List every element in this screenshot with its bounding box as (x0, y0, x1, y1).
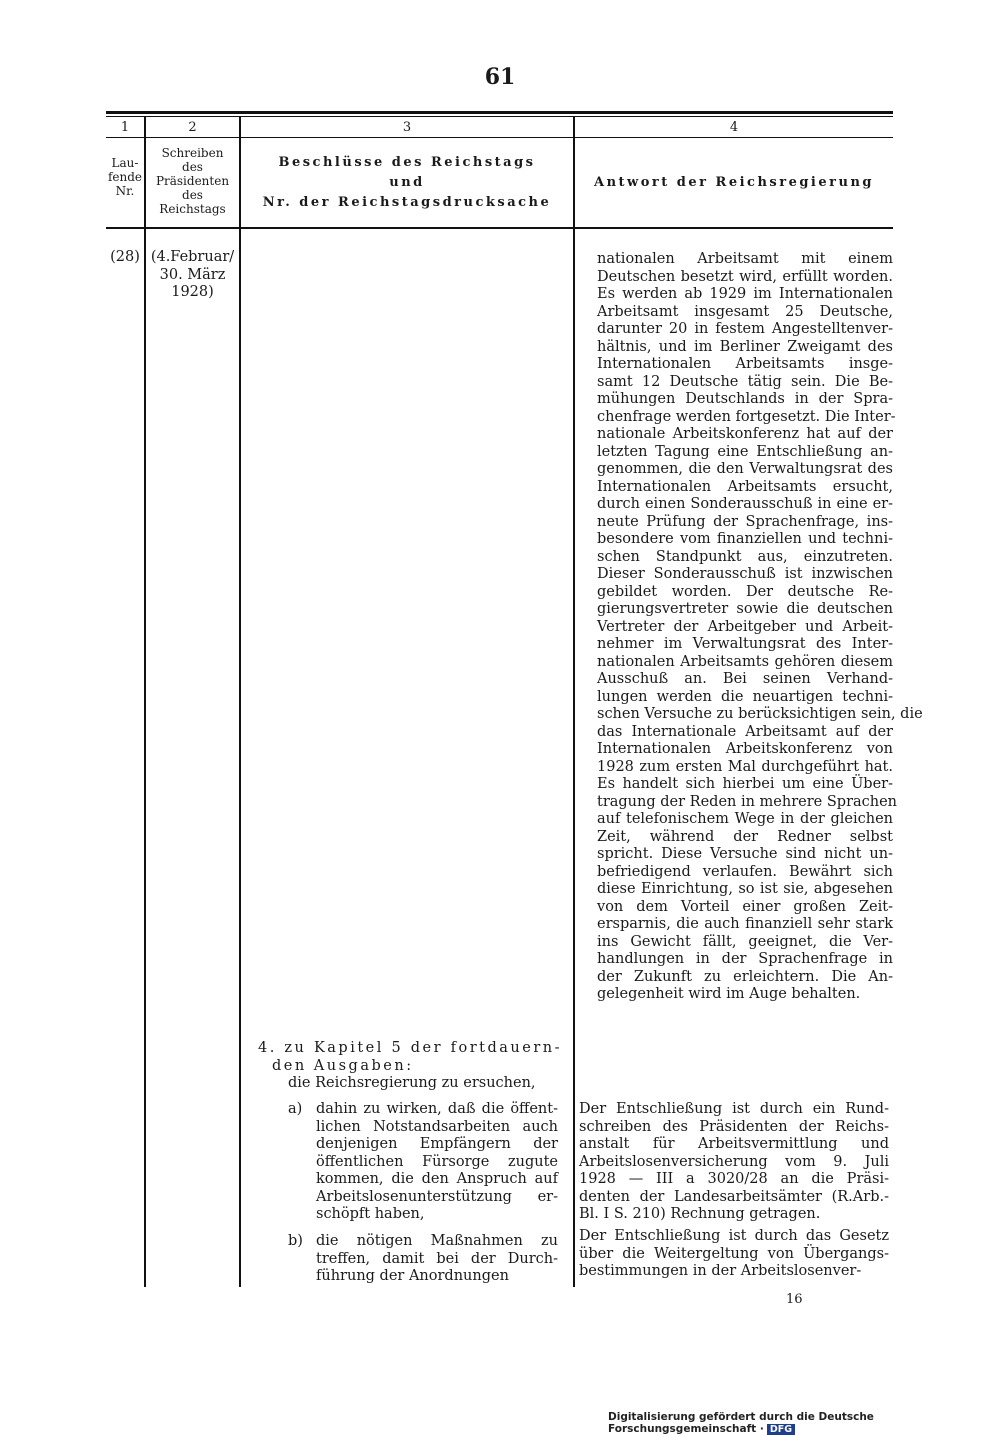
column-2-header: Schreiben des Präsidenten des Reichstags (155, 146, 230, 216)
resolution-item-a-line: dahin zu wirken, daß die öffent- (316, 1101, 558, 1117)
column-4-header: Antwort der Reichsregierung (594, 175, 874, 190)
top-double-rule-2 (106, 116, 893, 117)
column-3-header: Beschlüsse des Reichstags und Nr. der Reichstagsdrucksache (262, 155, 552, 210)
answer-line: ins Gewicht fällt, geeignet, die Ver- (597, 933, 893, 950)
answer-line: Ausschuß an. Bei seinen Verhand- (597, 671, 893, 687)
answer-b-line: Der Entschließung ist durch das Gesetz (579, 1228, 889, 1244)
answer-line: nationalen Arbeitsamt mit einem (597, 251, 893, 267)
header-bottom-rule (106, 227, 893, 229)
item-label: a) (288, 1101, 303, 1117)
answer-line: Deutschen besetzt wird, erfüllt worden. (597, 268, 893, 285)
answer-b-line: bestimmungen in der Arbeitslosenver- (579, 1263, 862, 1279)
column-divider-3 (573, 117, 575, 1287)
answer-line: nationale Arbeitskonferenz hat auf der (597, 426, 893, 442)
answer-line: der Zukunft zu erleichtern. Die An- (597, 968, 893, 985)
answer-line: Vertreter der Arbeitgeber und Arbeit- (597, 618, 893, 635)
column-number-3: 3 (402, 120, 412, 135)
answer-line: von dem Vorteil einer großen Zeit- (597, 898, 893, 915)
answer-line: spricht. Diese Versuche sind nicht un- (597, 846, 893, 862)
answer-line: Internationalen Arbeitsamts ersucht, (597, 478, 893, 495)
answer-line: mühungen Deutschlands in der Spra- (597, 391, 893, 407)
answer-line: schen Standpunkt aus, einzutreten. (597, 548, 893, 565)
answer-item-b (579, 1228, 889, 1281)
answer-line: Zeit, während der Redner selbst (597, 828, 893, 845)
resolution-item-a-line: öffentlichen Fürsorge zugute (316, 1153, 558, 1170)
answer-a-line: anstalt für Arbeitsvermittlung und (579, 1136, 889, 1152)
answer-line: schen Versuche zu berücksichtigen sein, die (597, 706, 923, 722)
item-text (316, 1101, 558, 1224)
answer-line: Internationalen Arbeitsamts insge- (597, 356, 893, 372)
column-number-1: 1 (120, 120, 130, 135)
resolution-item-b-line: die nötigen Maßnahmen zu (316, 1233, 558, 1249)
entry-date: (4.Februar/ 30. März 1928) (150, 249, 235, 300)
page-number: 61 (484, 64, 516, 90)
answer-item-a (579, 1101, 889, 1224)
column-divider-2 (239, 117, 241, 1287)
resolution-item-b-line: treffen, damit bei der Durch- (316, 1250, 558, 1267)
answer-line: neute Prüfung der Sprachenfrage, ins- (597, 513, 893, 530)
answer-line: besondere vom finanziellen und techni- (597, 531, 893, 547)
answer-a-line: Arbeitslosenversicherung vom 9. Juli (579, 1153, 889, 1170)
answer-paragraph (597, 251, 923, 1004)
footer-page-number: 16 (786, 1292, 803, 1307)
answer-line: Internationalen Arbeitskonferenz von (597, 741, 893, 757)
resolution-item-a-line: lichen Notstandsarbeiten auch (316, 1118, 558, 1135)
answer-line: handlungen in der Sprachenfrage in (597, 951, 893, 967)
answer-a-line: schreiben des Präsidenten der Reichs- (579, 1118, 889, 1135)
credit-text: Digitalisierung gefördert durch die Deutsche Forschungsgemeinschaft · (608, 1411, 874, 1435)
answer-a-line: 1928 — III a 3020/28 an die Präsi- (579, 1171, 889, 1187)
answer-line: gelegenheit wird im Auge behalten. (597, 986, 861, 1002)
answer-line: samt 12 Deutsche tätig sein. Die Be- (597, 373, 893, 390)
resolution-item-a-line: denjenigen Empfängern der (316, 1136, 558, 1152)
resolution-item-b-line: führung der Anordnungen (316, 1268, 509, 1284)
answer-line: Arbeitsamt insgesamt 25 Deutsche, (597, 303, 893, 320)
resolution-item-a-line: Arbeitslosenunterstützung er- (316, 1188, 558, 1205)
answer-line: Es handelt sich hierbei um eine Über- (597, 776, 893, 792)
column-number-rule (106, 137, 893, 138)
answer-line: genommen, die den Verwaltungsrat des (597, 461, 893, 477)
resolution-block (258, 1040, 562, 1093)
digitization-credit (608, 1411, 1000, 1435)
column-number-4: 4 (729, 120, 739, 135)
answer-line: diese Einrichtung, so ist sie, abgesehen (597, 881, 893, 897)
answer-line: nehmer im Verwaltungsrat des Inter- (597, 636, 893, 652)
answer-line: 1928 zum ersten Mal durchgeführt hat. (597, 758, 893, 775)
top-double-rule-1 (106, 111, 893, 114)
answer-a-line: Der Entschließung ist durch ein Rund- (579, 1101, 889, 1117)
answer-b-line: über die Weitergeltung von Übergangs- (579, 1245, 889, 1262)
resolution-item-a-line: schöpft haben, (316, 1206, 425, 1222)
answer-line: Dieser Sonderausschuß ist inzwischen (597, 566, 893, 582)
answer-line: hältnis, und im Berliner Zweigamt des (597, 338, 893, 355)
answer-line: durch einen Sonderausschuß in eine er- (597, 496, 893, 512)
item-text (316, 1233, 558, 1286)
answer-line: gebildet worden. Der deutsche Re- (597, 583, 893, 600)
resolution-item-a (288, 1101, 558, 1224)
answer-line: Es werden ab 1929 im Internationalen (597, 286, 893, 302)
entry-number: (28) (110, 249, 140, 265)
answer-line: darunter 20 in festem Angestelltenver- (597, 321, 893, 337)
resolution-item-a-line: kommen, die den Anspruch auf (316, 1171, 558, 1187)
answer-line: ersparnis, die auch finanziell sehr stark (597, 916, 893, 932)
answer-line: tragung der Reden in mehrere Sprachen (597, 793, 898, 810)
item-label: b) (288, 1233, 303, 1249)
column-1-header: Lau- fende Nr. (107, 156, 143, 198)
column-number-2: 2 (188, 120, 197, 135)
resolution-heading-line-2: den Ausgaben: (272, 1057, 414, 1074)
dfg-logo: DFG (767, 1424, 795, 1435)
answer-line: lungen werden die neuartigen techni- (597, 688, 893, 705)
resolution-heading-line-1: 4. zu Kapitel 5 der fortdauern- (258, 1040, 562, 1056)
answer-line: chenfrage werden fortgesetzt. Die Inter- (597, 408, 896, 425)
answer-line: letzten Tagung eine Entschließung an- (597, 443, 893, 460)
answer-line: das Internationale Arbeitsamt auf der (597, 723, 893, 740)
answer-a-line: Bl. I S. 210) Rechnung getragen. (579, 1206, 821, 1222)
resolution-intro: die Reichsregierung zu ersuchen, (288, 1075, 536, 1091)
answer-a-line: denten der Landesarbeitsämter (R.Arb.- (579, 1188, 889, 1205)
answer-line: befriedigend verlaufen. Bewährt sich (597, 863, 893, 880)
answer-line: auf telefonischem Wege in der gleichen (597, 811, 893, 827)
resolution-item-b (288, 1233, 558, 1286)
answer-line: nationalen Arbeitsamts gehören diesem (597, 653, 893, 670)
answer-line: gierungsvertreter sowie die deutschen (597, 601, 893, 617)
